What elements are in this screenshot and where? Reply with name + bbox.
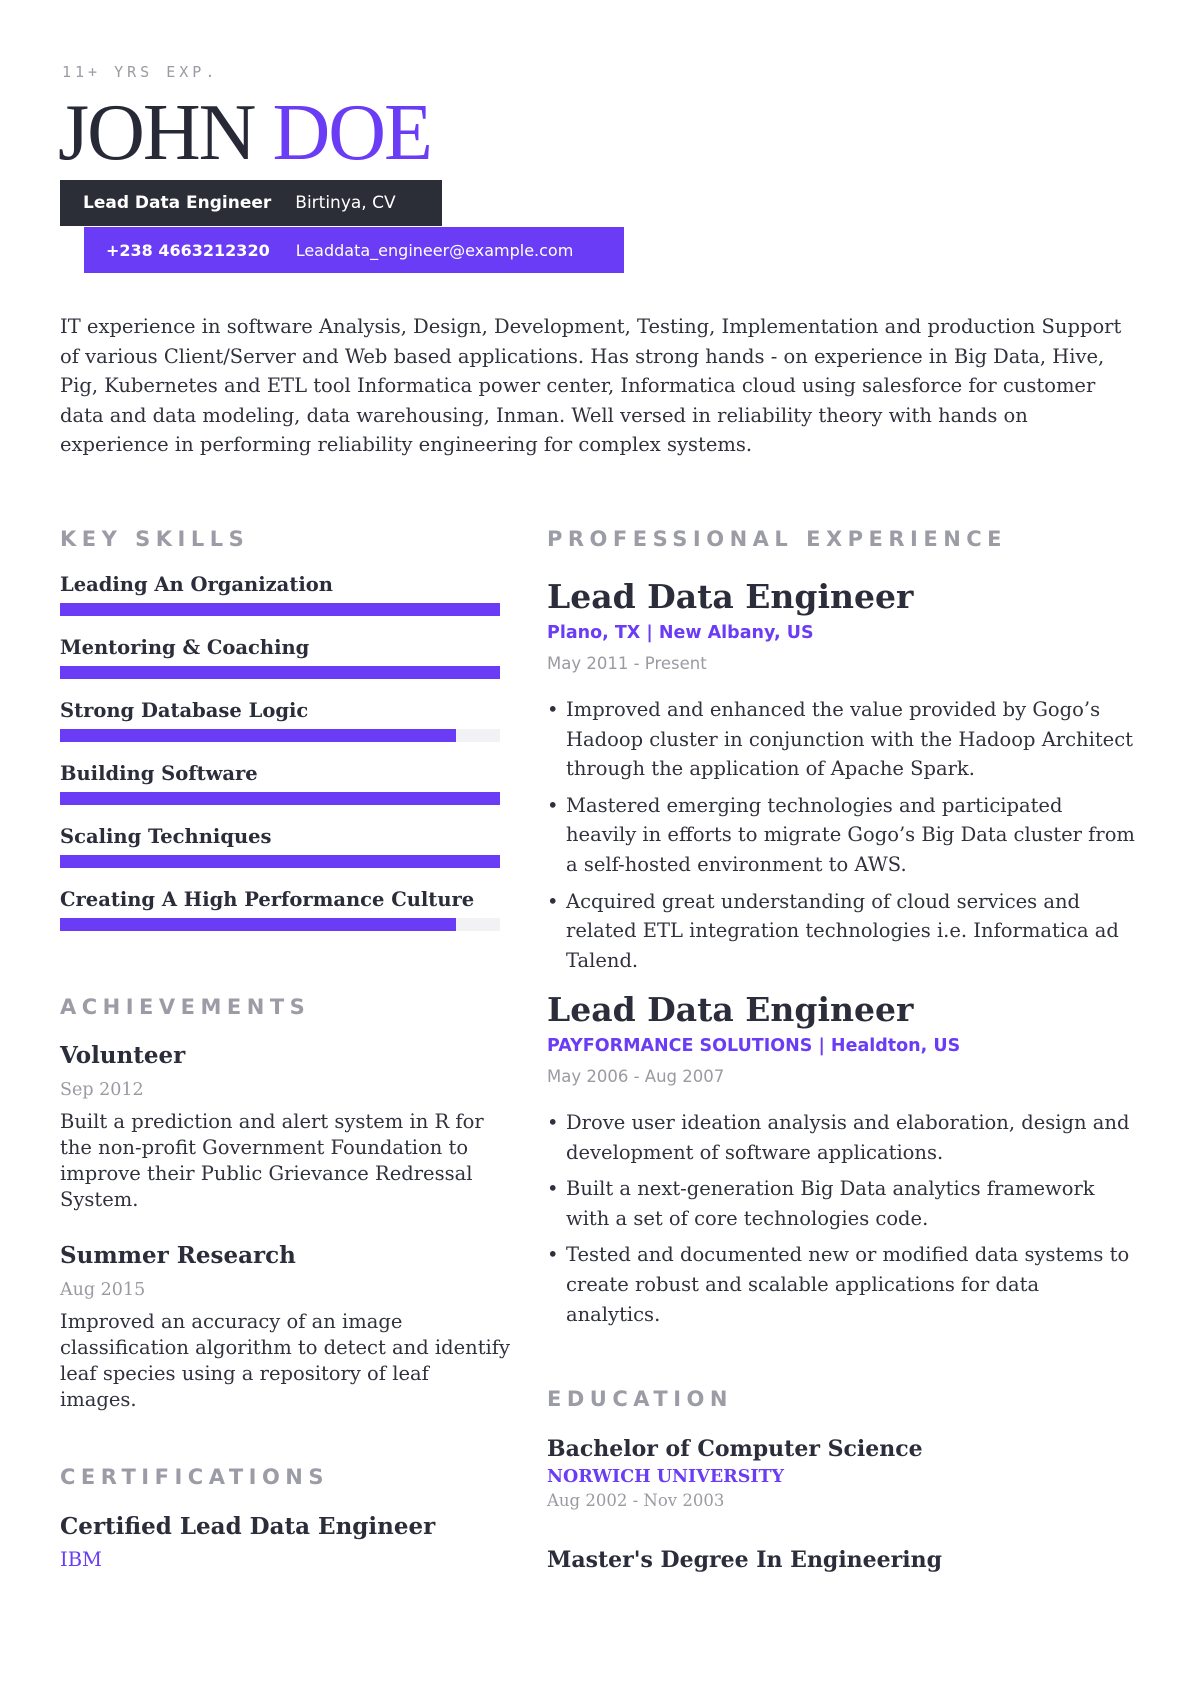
job-location: PAYFORMANCE SOLUTIONS | Healdton, US	[547, 1036, 961, 1056]
job-dates: May 2006 - Aug 2007	[547, 1067, 725, 1086]
certification-item	[60, 1512, 435, 1571]
bullet-dot-icon: •	[547, 698, 559, 721]
education-item	[547, 1546, 942, 1574]
skill-bar	[60, 603, 500, 616]
key-skills-heading: KEY SKILLS	[60, 527, 250, 551]
job-bullets	[547, 1108, 1137, 1329]
first-name: JOHN	[58, 89, 255, 177]
role-bar	[60, 180, 442, 226]
skill-bar-fill	[60, 918, 456, 931]
skill-label: Scaling Techniques	[60, 825, 272, 848]
achievement-title: Volunteer	[60, 1042, 186, 1069]
certification-org: IBM	[60, 1548, 102, 1571]
bullet-item: • Built a next-generation Big Data analytics framework with a set of core technologies code.	[547, 1174, 1137, 1233]
contact-bar	[84, 227, 624, 273]
skill-item	[60, 572, 500, 635]
job-dates: May 2011 - Present	[547, 654, 707, 673]
bullet-item: • Drove user ideation analysis and elaboration, design and development of software applications.	[547, 1108, 1137, 1167]
bullet-dot-icon: •	[547, 793, 559, 817]
certification-title: Certified Lead Data Engineer	[60, 1513, 436, 1540]
achievement-date: Aug 2015	[60, 1280, 146, 1300]
school-name: NORWICH UNIVERSITY	[547, 1467, 785, 1487]
achievement-description: Improved an accuracy of an image classification algorithm to detect and identify leaf species using a repository of leaf images.	[60, 1310, 511, 1411]
bullet-dot-icon: •	[547, 889, 559, 913]
skill-label: Creating A High Performance Culture	[60, 888, 475, 911]
skill-bar	[60, 729, 500, 742]
skills-list	[60, 572, 500, 950]
bullet-dot-icon: •	[547, 1243, 559, 1267]
skill-bar-fill	[60, 729, 456, 742]
skill-label: Leading An Organization	[60, 573, 333, 596]
education-heading: EDUCATION	[547, 1387, 733, 1411]
achievement-description: Built a prediction and alert system in R for the non-profit Government Foundation to improve their Public Grievance Redressal System.	[60, 1110, 484, 1211]
skill-label: Building Software	[60, 762, 258, 785]
skill-item	[60, 698, 500, 761]
email-address: Leaddata_engineer@example.com	[295, 240, 574, 260]
skill-label: Mentoring & Coaching	[60, 636, 310, 659]
degree-title: Bachelor of Computer Science	[547, 1436, 923, 1462]
degree-title: Master's Degree In Engineering	[547, 1547, 942, 1573]
achievement-item	[60, 1241, 510, 1413]
skill-bar-fill	[60, 855, 500, 868]
job-title: Lead Data Engineer	[547, 577, 914, 616]
bullet-item: • Mastered emerging technologies and participated heavily in efforts to migrate Gogo’s Big Data cluster from a self-hosted environment to AWS.	[547, 791, 1137, 880]
education-item	[547, 1435, 923, 1510]
achievement-item	[60, 1041, 510, 1213]
education-dates: Aug 2002 - Nov 2003	[547, 1491, 725, 1510]
skill-item	[60, 824, 500, 887]
skill-bar	[60, 855, 500, 868]
bullet-item: • Acquired great understanding of cloud services and related ETL integration technologies i.e. Informatica ad Talend.	[547, 887, 1137, 976]
skill-bar-fill	[60, 603, 500, 616]
job-title: Lead Data Engineer	[547, 990, 914, 1029]
job-entry	[547, 990, 1137, 1336]
job-location: Plano, TX | New Albany, US	[547, 623, 814, 643]
phone-number: +238 4663212320	[106, 240, 270, 260]
bullet-item: • Tested and documented new or modified data systems to create robust and scalable applications for data analytics.	[547, 1240, 1137, 1329]
skill-bar-fill	[60, 666, 500, 679]
skill-item	[60, 635, 500, 698]
achievement-title: Summer Research	[60, 1242, 296, 1269]
bullet-item: • Improved and enhanced the value provided by Gogo’s Hadoop cluster in conjunction with the Hadoop Architect through the application of Apache Spark.	[547, 695, 1137, 784]
location: Birtinya, CV	[295, 193, 396, 213]
experience-years: 11+ YRS EXP.	[62, 63, 219, 81]
skill-bar	[60, 666, 500, 679]
last-name: DOE	[272, 89, 431, 177]
skill-item	[60, 761, 500, 824]
job-role: Lead Data Engineer	[83, 193, 272, 213]
summary: IT experience in software Analysis, Design, Development, Testing, Implementation and production Support of various Client/Server and Web based applications. Has strong hands - on experience in Big Data, Hive, Pig, Kubernetes and ETL tool Informatica power center, Informatica cloud using salesforce for customer data and data modeling, data warehousing, Inman. Well versed in reliability theory with hands on experience in performing reliability engineering for complex systems.	[60, 315, 1122, 457]
skill-label: Strong Database Logic	[60, 699, 309, 722]
bullet-dot-icon: •	[547, 1177, 559, 1201]
experience-heading: PROFESSIONAL EXPERIENCE	[547, 527, 1008, 551]
achievements-heading: ACHIEVEMENTS	[60, 995, 311, 1019]
skill-item	[60, 887, 500, 950]
achievement-date: Sep 2012	[60, 1080, 144, 1100]
job-entry	[547, 577, 1137, 982]
skill-bar-fill	[60, 792, 500, 805]
job-bullets	[547, 695, 1137, 975]
candidate-name	[58, 88, 431, 178]
skill-bar	[60, 792, 500, 805]
certifications-heading: CERTIFICATIONS	[60, 1465, 330, 1489]
bullet-dot-icon: •	[547, 1111, 559, 1134]
skill-bar	[60, 918, 500, 931]
